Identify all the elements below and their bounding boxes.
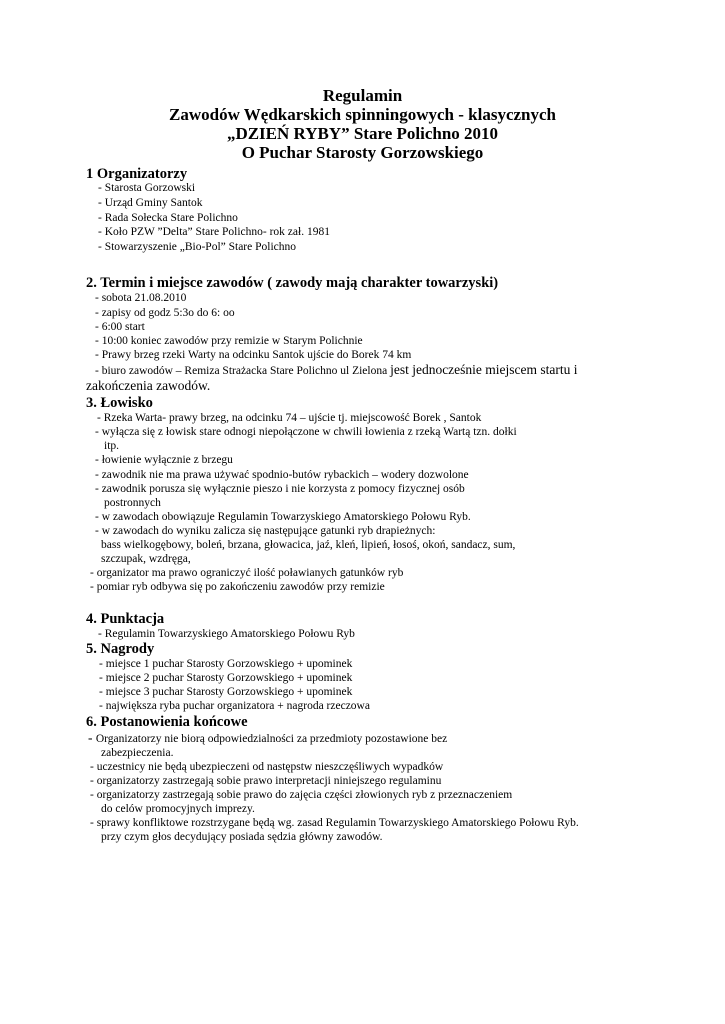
section-3-heading: 3. Łowisko xyxy=(86,395,153,411)
section-1-heading: 1 Organizatorzy xyxy=(86,166,188,182)
section-2-item-office-cont: zakończenia zawodów. xyxy=(86,378,211,393)
document-title xyxy=(0,86,725,162)
section-1-item: - Koło PZW ”Delta” Stare Polichno- rok zał. 1981 xyxy=(98,226,330,238)
section-3-item: - w zawodach obowiązuje Regulamin Towarzyskiego Amatorskiego Połowu Ryb. xyxy=(95,511,471,523)
section-2-item: - 6:00 start xyxy=(95,321,145,333)
section-4-heading: 4. Punktacja xyxy=(86,611,165,627)
section-3-item: itp. xyxy=(104,440,120,452)
section-5-heading: 5. Nagrody xyxy=(86,641,155,657)
title-line-2: Zawodów Wędkarskich spinningowych - klasycznych xyxy=(169,105,556,124)
section-1-item: - Urząd Gminy Santok xyxy=(98,197,203,209)
section-3-item: - zawodnik porusza się wyłącznie pieszo i nie korzysta z pomocy fizycznej osób xyxy=(95,483,465,495)
section-3-item: postronnych xyxy=(104,497,161,509)
section-3-item: - zawodnik nie ma prawa używać spodnio-butów rybackich – wodery dozwolone xyxy=(95,469,469,481)
section-1-item: - Stowarzyszenie „Bio-Pol” Stare Polichno xyxy=(98,241,297,253)
section-6-item: zabezpieczenia. xyxy=(101,747,174,759)
section-6-item: - sprawy konfliktowe rozstrzygane będą wg. zasad Regulamin Towarzyskiego Amatorskiego Połowu Ryb. xyxy=(90,817,579,829)
section-6-heading: 6. Postanowienia końcowe xyxy=(86,714,248,730)
bullet-dash: - xyxy=(88,730,96,745)
section-5-item: - miejsce 2 puchar Starosty Gorzowskiego + upominek xyxy=(99,672,353,684)
section-2-heading: 2. Termin i miejsce zawodów ( zawody mają charakter towarzyski) xyxy=(86,275,499,291)
section-1-item: - Rada Sołecka Stare Polichno xyxy=(98,212,238,224)
section-3-item: - pomiar ryb odbywa się po zakończeniu zawodów przy remizie xyxy=(90,581,385,593)
section-3-item: - w zawodach do wyniku zalicza się następujące gatunki ryb drapieżnych: xyxy=(95,525,436,537)
section-2-item: - 10:00 koniec zawodów przy remizie w Starym Polichnie xyxy=(95,335,363,347)
title-line-1: Regulamin xyxy=(322,86,403,105)
section-5-item: - miejsce 1 puchar Starosty Gorzowskiego + upominek xyxy=(99,658,353,670)
section-3-item: - organizator ma prawo ograniczyć ilość poławianych gatunków ryb xyxy=(90,567,404,579)
section-3-item: - łowienie wyłącznie z brzegu xyxy=(95,454,233,466)
office-text: - biuro zawodów – Remiza Strażacka Stare Polichno ul Zielona xyxy=(95,365,391,377)
office-text-large: jest jednocześnie miejscem startu i xyxy=(390,362,578,377)
section-1-item: - Starosta Gorzowski xyxy=(98,182,196,194)
section-6-item-text: Organizatorzy nie biorą odpowiedzialności za przedmioty pozostawione bez xyxy=(95,733,448,745)
section-5-item: - miejsce 3 puchar Starosty Gorzowskiego + upominek xyxy=(99,686,353,698)
section-2-item-office xyxy=(95,363,578,378)
section-6-item: do celów promocyjnych imprezy. xyxy=(101,803,255,815)
title-line-3: „DZIEŃ RYBY” Stare Polichno 2010 xyxy=(226,124,499,143)
section-6-item: - organizatorzy zastrzegają sobie prawo interpretacji niniejszego regulaminu xyxy=(90,775,442,787)
title-line-4: O Puchar Starosty Gorzowskiego xyxy=(241,143,484,162)
section-2-item: - zapisy od godz 5:3o do 6: oo xyxy=(95,307,235,319)
section-3-item: szczupak, wzdręga, xyxy=(101,553,191,565)
section-6-item: - uczestnicy nie będą ubezpieczeni od następstw nieszczęśliwych wypadków xyxy=(90,761,444,773)
section-6-item: - organizatorzy zastrzegają sobie prawo do zajęcia części złowionych ryb z przeznaczeniem xyxy=(90,789,513,801)
section-3-item: bass wielkogębowy, boleń, brzana, głowacica, jaź, kleń, lipień, łosoś, okoń, sandacz, sum, xyxy=(101,539,516,551)
section-3-item: - Rzeka Warta- prawy brzeg, na odcinku 74 – ujście tj. miejscowość Borek , Santok xyxy=(97,412,482,424)
section-2-item: - sobota 21.08.2010 xyxy=(95,292,187,304)
section-2-item: - Prawy brzeg rzeki Warty na odcinku Santok ujście do Borek 74 km xyxy=(95,349,412,361)
section-6-item xyxy=(88,731,447,746)
section-6-item: przy czym głos decydujący posiada sędzia główny zawodów. xyxy=(101,831,383,843)
section-4-item: - Regulamin Towarzyskiego Amatorskiego Połowu Ryb xyxy=(98,628,355,640)
section-5-item: - największa ryba puchar organizatora + nagroda rzeczowa xyxy=(99,700,370,712)
section-3-item: - wyłącza się z łowisk stare odnogi niepołączone w chwili łowienia z rzeką Wartą tzn. dołki xyxy=(95,426,517,438)
